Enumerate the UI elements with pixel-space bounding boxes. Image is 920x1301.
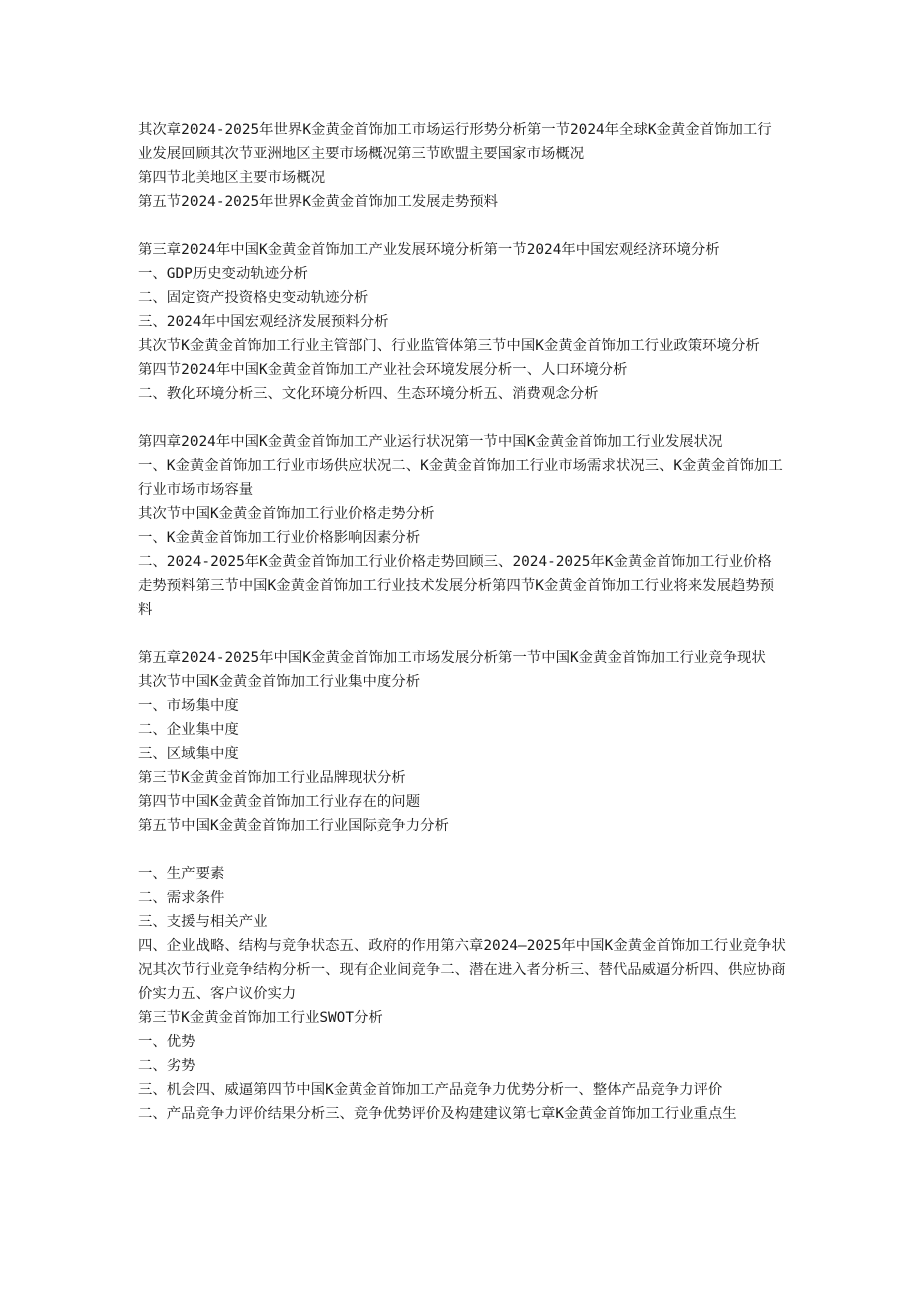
text-line: 其次节中国K金黄金首饰加工行业集中度分析	[138, 674, 421, 690]
section-block-1	[138, 118, 786, 214]
text-line: 二、产品竞争力评价结果分析三、竞争优势评价及构建建议第七章K金黄金首饰加工行业重点生	[138, 1106, 737, 1122]
text-line: 其次章2024-2025年世界K金黄金首饰加工市场运行形势分析第一节2024年全球K金黄金首饰加工行业发展回顾其次节亚洲地区主要市场概况第三节欧盟主要国家市场概况	[138, 122, 772, 162]
text-line: 一、优势	[138, 1034, 196, 1050]
text-line: 三、支援与相关产业	[138, 914, 268, 930]
text-line: 二、2024-2025年K金黄金首饰加工行业价格走势回顾三、2024-2025年K金黄金首饰加工行业价格走势预料第三节中国K金黄金首饰加工行业技术发展分析第四节K金黄金首饰加工行业将来发展趋势预料	[138, 554, 775, 618]
text-line: 三、2024年中国宏观经济发展预料分析	[138, 314, 389, 330]
text-line: 二、固定资产投资格史变动轨迹分析	[138, 290, 369, 306]
text-line: 其次节K金黄金首饰加工行业主管部门、行业监管体第三节中国K金黄金首饰加工行业政策环境分析	[138, 338, 760, 354]
section-block-3	[138, 430, 786, 622]
text-line: 一、GDP历史变动轨迹分析	[138, 266, 308, 282]
text-line: 第四节2024年中国K金黄金首饰加工产业社会环境发展分析一、人口环境分析	[138, 362, 628, 378]
section-block-5	[138, 862, 786, 1126]
text-line: 一、生产要素	[138, 866, 225, 882]
text-line: 第三章2024年中国K金黄金首饰加工产业发展环境分析第一节2024年中国宏观经济环境分析	[138, 242, 720, 258]
text-line: 第三节K金黄金首饰加工行业SWOT分析	[138, 1010, 383, 1026]
text-line: 一、K金黄金首饰加工行业价格影响因素分析	[138, 530, 421, 546]
text-line: 二、企业集中度	[138, 722, 239, 738]
text-line: 第三节K金黄金首饰加工行业品牌现状分析	[138, 770, 406, 786]
text-line: 第四章2024年中国K金黄金首饰加工产业运行状况第一节中国K金黄金首饰加工行业发展状况	[138, 434, 723, 450]
text-line: 三、机会四、威逼第四节中国K金黄金首饰加工产品竞争力优势分析一、整体产品竞争力评价	[138, 1082, 723, 1098]
text-line: 第五章2024-2025年中国K金黄金首饰加工市场发展分析第一节中国K金黄金首饰加工行业竞争现状	[138, 650, 766, 666]
section-block-2	[138, 238, 786, 406]
text-line: 第五节中国K金黄金首饰加工行业国际竞争力分析	[138, 818, 449, 834]
text-line: 三、区域集中度	[138, 746, 239, 762]
text-line: 第四节中国K金黄金首饰加工行业存在的问题	[138, 794, 421, 810]
text-line: 四、企业战略、结构与竞争状态五、政府的作用第六章2024—2025年中国K金黄金首饰加工行业竞争状况其次节行业竞争结构分析一、现有企业间竞争二、潜在进入者分析三、替代品威逼分析四、供应协商价实力五、客户议价实力	[138, 938, 786, 1002]
text-line: 一、市场集中度	[138, 698, 239, 714]
text-line: 其次节中国K金黄金首饰加工行业价格走势分析	[138, 506, 435, 522]
text-line: 二、劣势	[138, 1058, 196, 1074]
text-line: 二、需求条件	[138, 890, 225, 906]
section-block-4	[138, 646, 786, 838]
text-line: 第五节2024-2025年世界K金黄金首饰加工发展走势预料	[138, 194, 499, 210]
document-body	[138, 118, 786, 1126]
text-line: 一、K金黄金首饰加工行业市场供应状况二、K金黄金首饰加工行业市场需求状况三、K金黄金首饰加工行业市场市场容量	[138, 458, 783, 498]
text-line: 第四节北美地区主要市场概况	[138, 170, 326, 186]
text-line: 二、教化环境分析三、文化环境分析四、生态环境分析五、消费观念分析	[138, 386, 599, 402]
